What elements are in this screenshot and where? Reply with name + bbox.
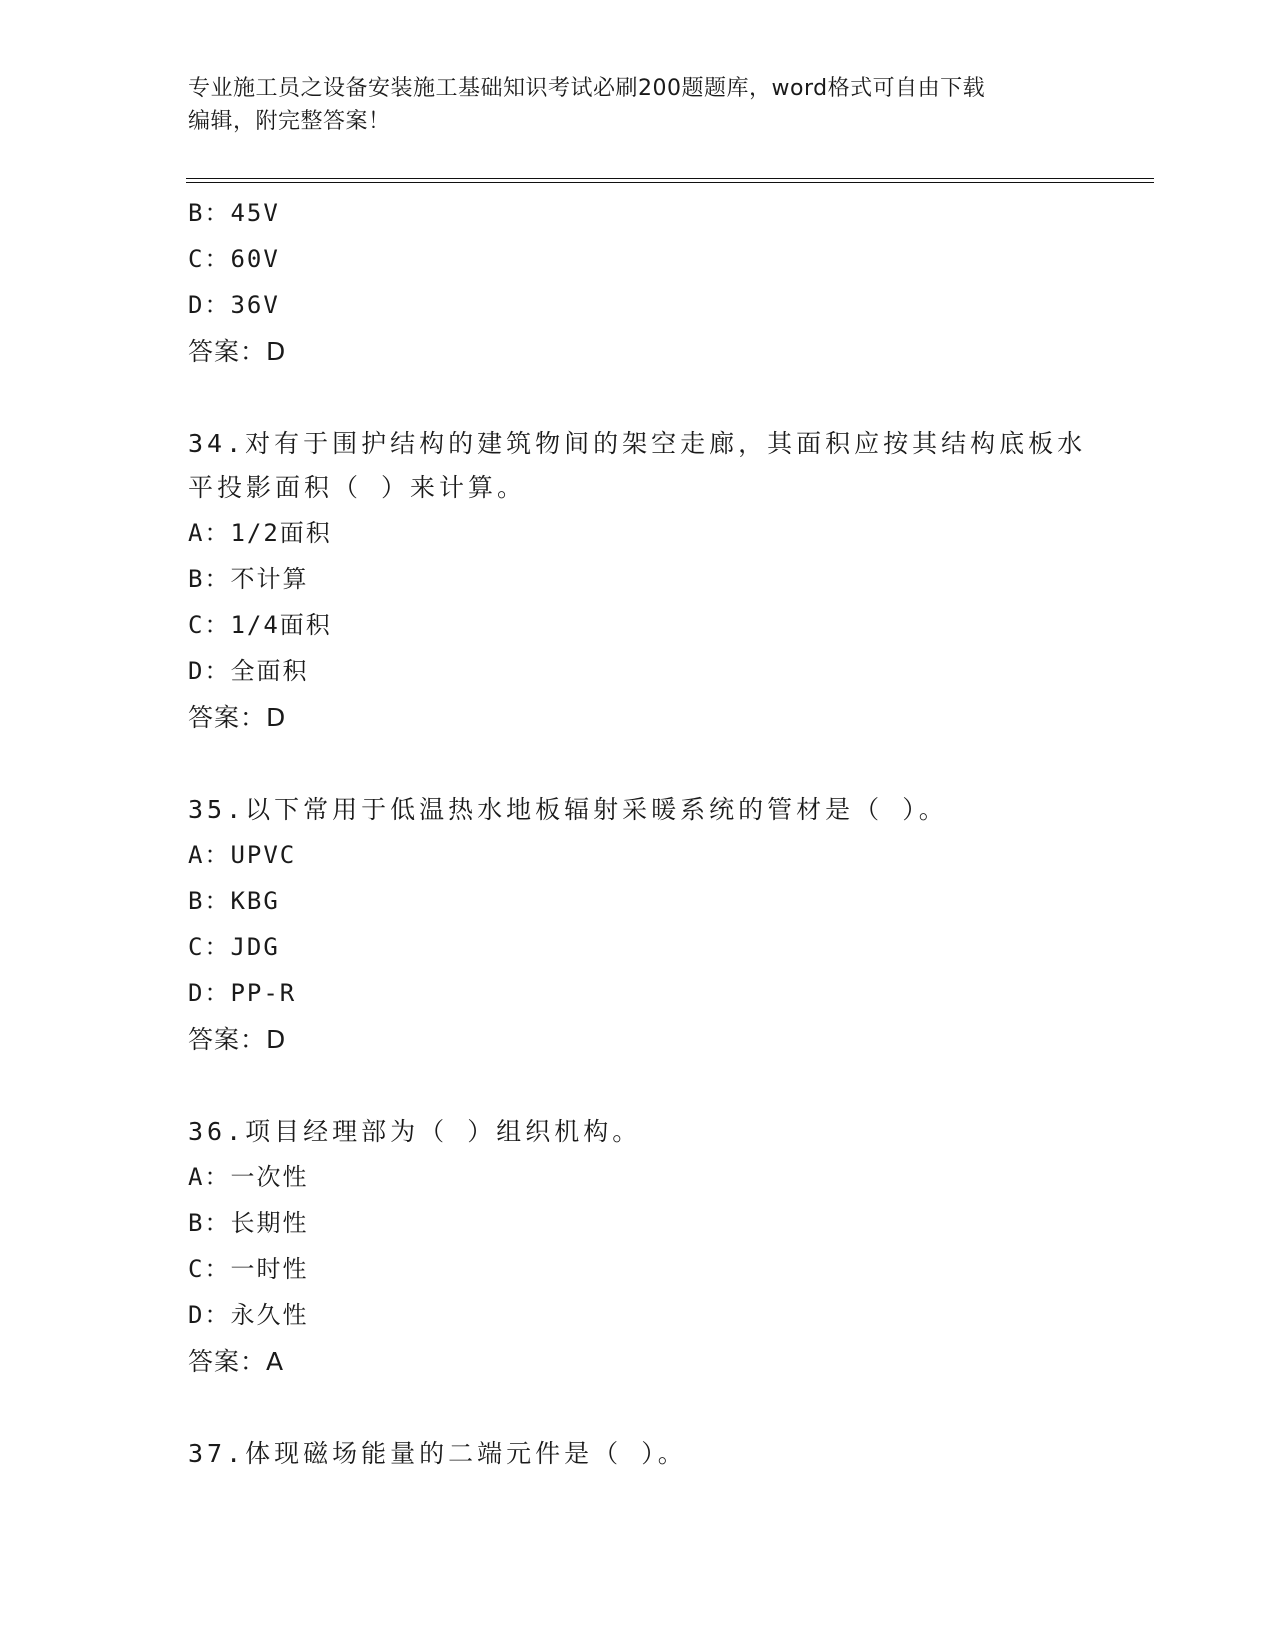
question-stem-line-1: 36.项目经理部为（ ）组织机构。 bbox=[188, 1117, 642, 1146]
question-block-34 bbox=[188, 422, 1088, 742]
option-d: D：永久性 bbox=[188, 1301, 309, 1329]
question-stem-line-1: 37.体现磁场能量的二端元件是（ ）。 bbox=[188, 1439, 687, 1468]
option-d: D：PP-R bbox=[188, 979, 297, 1007]
question-stem-line-2: 平投影面积（ ）来计算。 bbox=[188, 473, 527, 502]
option-a: A：UPVC bbox=[188, 841, 297, 869]
spacer bbox=[188, 1386, 1088, 1432]
question-stem-line-1: 34.对有于围护结构的建筑物间的架空走廊，其面积应按其结构底板水 bbox=[188, 429, 1087, 458]
option-c: C：JDG bbox=[188, 933, 280, 961]
option-a: A：一次性 bbox=[188, 1163, 309, 1191]
option-c: C：一时性 bbox=[188, 1255, 309, 1283]
spacer bbox=[188, 376, 1088, 422]
option-a: A：1/2面积 bbox=[188, 519, 332, 547]
answer-line: 答案：D bbox=[188, 1025, 287, 1054]
spacer bbox=[188, 1064, 1088, 1110]
header-divider bbox=[186, 178, 1154, 183]
answer-line: 答案：D bbox=[188, 703, 287, 732]
header-title-line-1: 专业施工员之设备安装施工基础知识考试必刷200题题库，word格式可自由下载 bbox=[188, 76, 986, 101]
question-block-33-continued bbox=[188, 190, 1088, 376]
option-b: B：45V bbox=[188, 199, 280, 227]
option-b: B：长期性 bbox=[188, 1209, 309, 1237]
option-d: D：全面积 bbox=[188, 657, 309, 685]
option-b: B：不计算 bbox=[188, 565, 309, 593]
question-stem-line-1: 35.以下常用于低温热水地板辐射采暖系统的管材是（ ）。 bbox=[188, 795, 948, 824]
document-header bbox=[188, 72, 1088, 138]
answer-line: 答案：A bbox=[188, 1347, 285, 1376]
option-d: D：36V bbox=[188, 291, 280, 319]
header-title-line-2: 编辑，附完整答案！ bbox=[188, 109, 391, 134]
question-block-36 bbox=[188, 1110, 1088, 1386]
option-c: C：1/4面积 bbox=[188, 611, 332, 639]
spacer bbox=[188, 742, 1088, 788]
option-c: C：60V bbox=[188, 245, 280, 273]
answer-line: 答案：D bbox=[188, 337, 287, 366]
option-b: B：KBG bbox=[188, 887, 280, 915]
question-block-37 bbox=[188, 1432, 1088, 1476]
question-block-35 bbox=[188, 788, 1088, 1064]
question-list bbox=[188, 190, 1088, 1476]
